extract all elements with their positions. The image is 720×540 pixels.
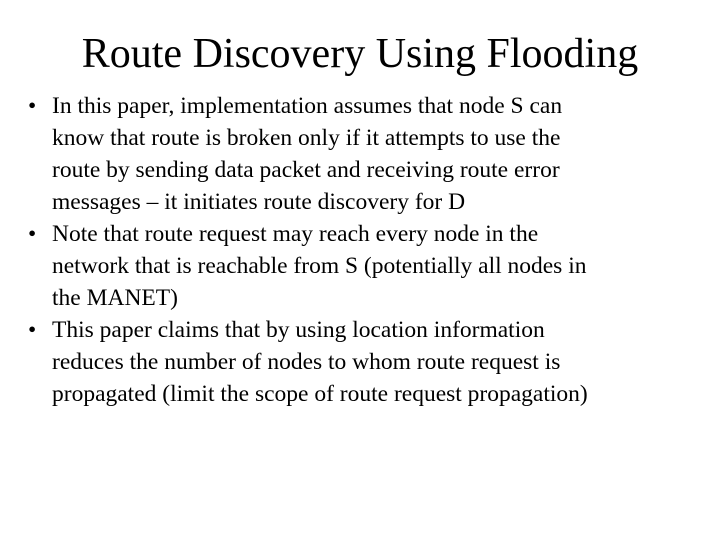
bullet-text-line: reduces the number of nodes to whom route request is bbox=[52, 349, 561, 375]
bullet-icon: • bbox=[28, 93, 37, 119]
bullet-text-line: network that is reachable from S (potentially all nodes in bbox=[52, 253, 587, 279]
bullet-text-line: route by sending data packet and receiving route error bbox=[52, 157, 560, 183]
bullet-text-line: Note that route request may reach every node in the bbox=[52, 221, 539, 247]
bullet-text-line: the MANET) bbox=[52, 285, 178, 311]
bullet-icon: • bbox=[28, 317, 37, 343]
bullet-item-3 bbox=[24, 314, 700, 410]
bullet-text-line: know that route is broken only if it attempts to use the bbox=[52, 125, 561, 151]
bullet-icon: • bbox=[28, 221, 37, 247]
bullet-text-line: In this paper, implementation assumes that node S can bbox=[52, 93, 563, 119]
bullet-item-2 bbox=[24, 218, 700, 314]
bullet-list bbox=[24, 90, 700, 410]
bullet-text-line: This paper claims that by using location information bbox=[52, 317, 545, 343]
bullet-item-1 bbox=[24, 90, 700, 218]
bullet-text-line: propagated (limit the scope of route request propagation) bbox=[52, 381, 588, 407]
slide-title: Route Discovery Using Flooding bbox=[81, 31, 639, 77]
bullet-text-line: messages – it initiates route discovery for D bbox=[52, 189, 466, 215]
